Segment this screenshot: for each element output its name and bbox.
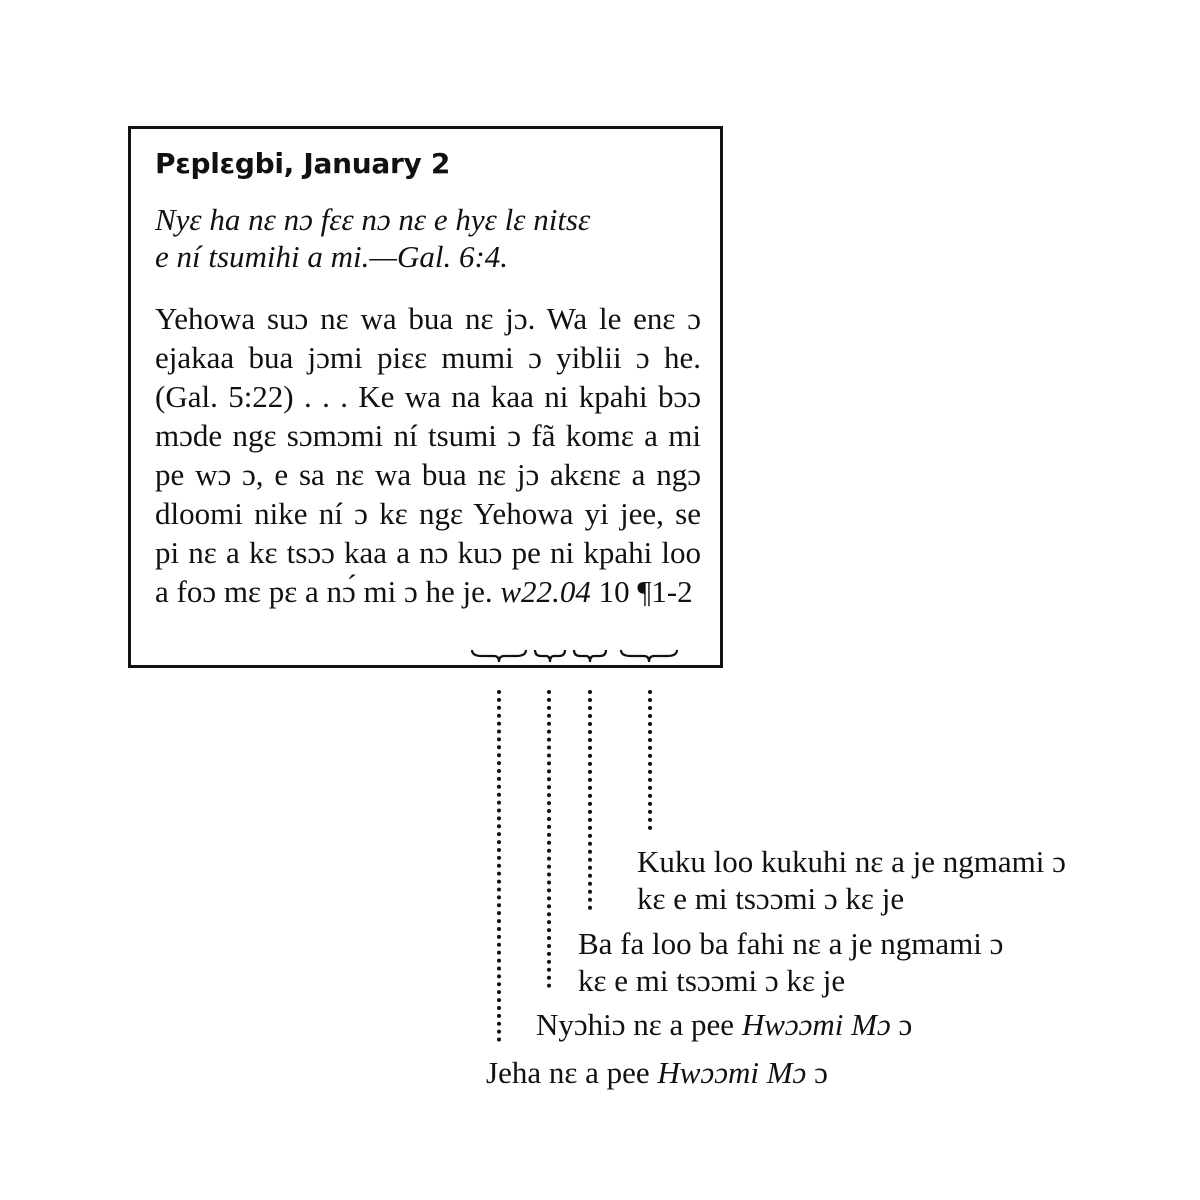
connector-issue xyxy=(547,690,551,988)
legend-page-line-2: kɛ e mi tsɔɔmi ɔ kɛ je xyxy=(578,963,846,998)
brace-page xyxy=(572,648,608,664)
legend-issue-suffix: ɔ xyxy=(890,1007,913,1042)
connector-journal xyxy=(497,690,501,1042)
legend-page-line-1: Ba fa loo ba fahi nɛ a je ngmami ɔ xyxy=(578,926,1004,961)
legend-journal-suffix: ɔ xyxy=(806,1055,828,1090)
daily-text-body xyxy=(155,299,701,611)
legend-issue-title: Hwɔɔmi Mɔ xyxy=(741,1007,891,1042)
legend-paragraph-line-2: kɛ e mi tsɔɔmi ɔ kɛ je xyxy=(637,881,905,916)
ref-issue: .04 xyxy=(552,574,591,609)
legend-journal-prefix: Jeha nɛ a pee xyxy=(486,1055,658,1090)
legend-issue-prefix: Nyɔhiɔ nɛ a pee xyxy=(536,1007,742,1042)
ref-page: 10 xyxy=(598,574,630,609)
verse-line-1: Nyɛ ha nɛ nɔ fɛɛ nɔ nɛ e hyɛ lɛ nitsɛ xyxy=(155,202,591,237)
daily-text-verse xyxy=(155,201,715,275)
legend-journal xyxy=(486,1054,828,1091)
reference xyxy=(500,574,692,609)
legend-paragraph xyxy=(637,843,1066,917)
legend-page xyxy=(578,925,1003,999)
daily-text-date: Pɛplɛgbi, January 2 xyxy=(155,147,451,180)
connector-page xyxy=(588,690,592,910)
ref-journal: w22 xyxy=(500,574,553,609)
verse-line-2: e ní tsumihi a mi.—Gal. 6:4. xyxy=(155,239,509,274)
brace-paragraph xyxy=(619,648,679,664)
legend-journal-title: Hwɔɔmi Mɔ xyxy=(657,1055,807,1090)
legend-paragraph-line-1: Kuku loo kukuhi nɛ a je ngmami ɔ xyxy=(637,844,1066,879)
daily-text-card xyxy=(128,126,723,668)
legend-issue xyxy=(536,1006,912,1043)
brace-issue xyxy=(533,648,567,664)
brace-journal xyxy=(470,648,528,664)
body-paragraph: Yehowa suɔ nɛ wa bua nɛ jɔ. Wa le enɛ ɔ ejakaa bua jɔmi piɛɛ mumi ɔ yiblii ɔ he. (Gal. 5:22) . . . Ke wa na kaa ni kpahi bɔɔ mɔde ngɛ sɔmɔmi ní tsumi ɔ fã komɛ a mi pe wɔ ɔ, e sa nɛ wa bua nɛ jɔ akɛnɛ a ngɔ dloomi nike ní ɔ kɛ ngɛ Yehowa yi jee, se pi nɛ a kɛ tsɔɔ kaa a nɔ kuɔ pe ni kpahi loo a foɔ mɛ pɛ a nɔ́ mi ɔ he je. xyxy=(155,301,701,609)
ref-paragraph: ¶1-2 xyxy=(637,574,693,609)
connector-paragraph xyxy=(648,690,652,830)
